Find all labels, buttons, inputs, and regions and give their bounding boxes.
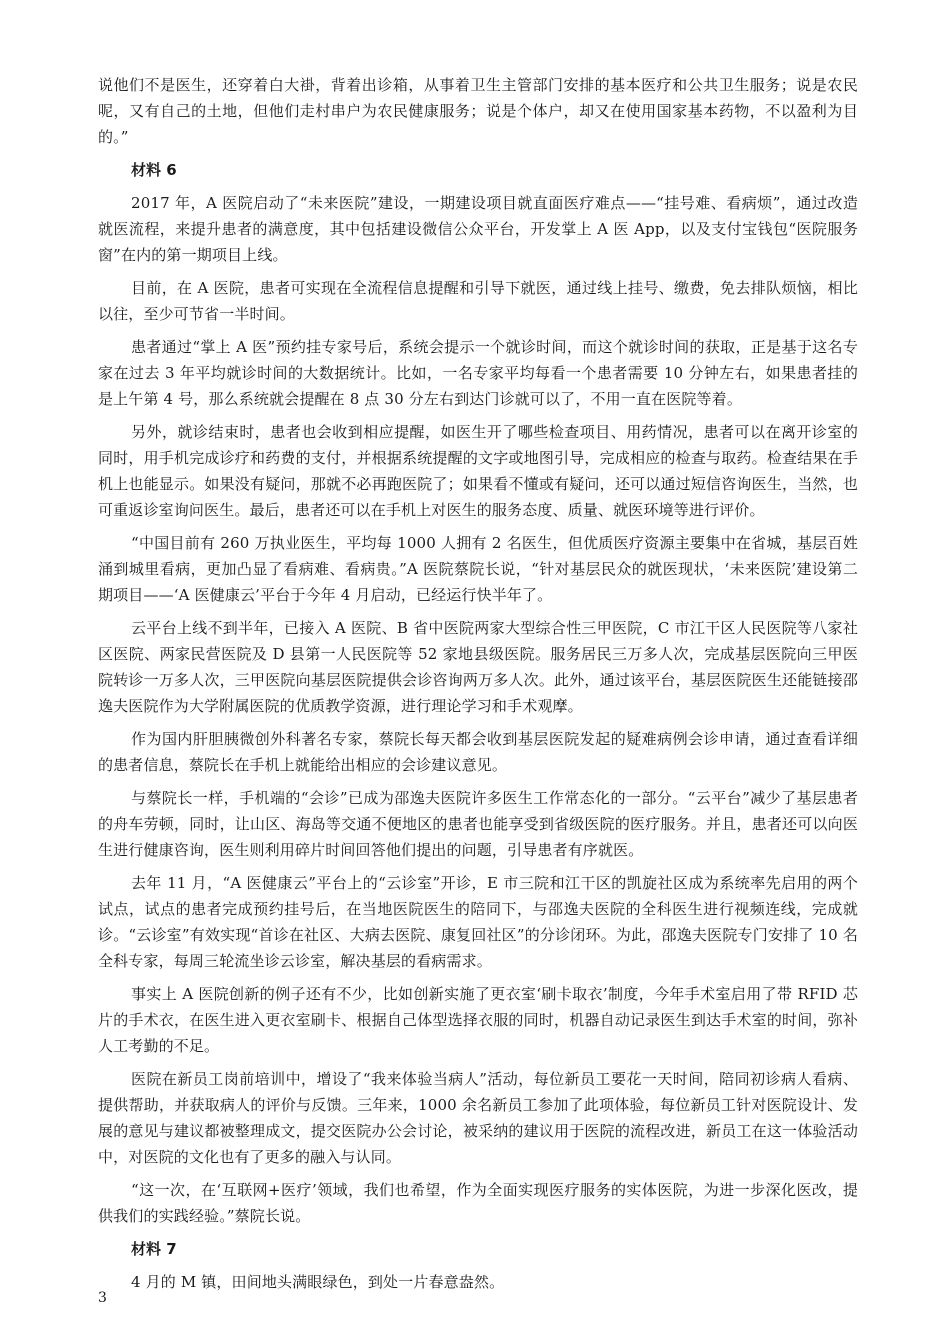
paragraph: “中国目前有 260 万执业医生，平均每 1000 人拥有 2 名医生，但优质医疗资源主要集中在省城，基层百姓涌到城里看病，更加凸显了看病难、看病贵。”A 医院蔡院长说，“针对基层民众的就医现状，‘未来医院’建设第二期项目——‘A 医健康云’平台于今年 4 月启动，已经运行快半年了。	[98, 534, 858, 604]
paragraph: 医院在新员工岗前培训中，增设了“我来体验当病人”活动，每位新员工要花一天时间，陪同初诊病人看病、提供帮助，并获取病人的评价与反馈。三年来，1000 余名新员工参加了此项体验，每位新员工针对医院设计、发展的意见与建议都被整理成文，提交医院办公会讨论，被采纳的建议用于医院的流程改进，新员工在这一体验活动中，对医院的文化也有了更多的融入与认同。	[98, 1070, 858, 1166]
paragraph: 患者通过“掌上 A 医”预约挂专家号后，系统会提示一个就诊时间，而这个就诊时间的获取，正是基于这名专家在过去 3 年平均就诊时间的大数据统计。比如，一名专家平均每看一个患者需要 10 分钟左右，如果患者挂的是上午第 4 号，那么系统就会提醒在 8 点 30 分左右到达门诊就可以了，不用一直在医院等着。	[98, 338, 858, 408]
paragraph: 另外，就诊结束时，患者也会收到相应提醒，如医生开了哪些检查项目、用药情况，患者可以在离开诊室的同时，用手机完成诊疗和药费的支付，并根据系统提醒的文字或地图引导，完成相应的检查与取药。检查结果在手机上也能显示。如果没有疑问，那就不必再跑医院了；如果看不懂或有疑问，还可以通过短信咨询医生，当然，也可重返诊室询问医生。最后，患者还可以在手机上对医生的服务态度、质量、就医环境等进行评价。	[98, 423, 858, 519]
paragraph: 与蔡院长一样，手机端的“会诊”已成为邵逸夫医院许多医生工作常态化的一部分。“云平台”减少了基层患者的舟车劳顿，同时，让山区、海岛等交通不便地区的患者也能享受到省级医院的医疗服务。并且，患者还可以向医生进行健康咨询，医生则利用碎片时间回答他们提出的问题，引导患者有序就医。	[98, 789, 858, 859]
paragraph: 云平台上线不到半年，已接入 A 医院、B 省中医院两家大型综合性三甲医院，C 市江干区人民医院等八家社区医院、两家民营医院及 D 县第一人民医院等 52 家地县级医院。服务居民三万多人次，完成基层医院向三甲医院转诊一万多人次，三甲医院向基层医院提供会诊咨询两万多人次。此外，通过该平台，基层医院医生还能链接邵逸夫医院作为大学附属医院的优质教学资源，进行理论学习和手术观摩。	[98, 619, 858, 715]
paragraph: “这一次，在‘互联网+医疗’领域，我们也希望，作为全面实现医疗服务的实体医院，为进一步深化医改，提供我们的实践经验。”蔡院长说。	[98, 1181, 858, 1225]
document-body	[98, 72, 858, 1302]
section-heading-material-7: 材料 7	[131, 1240, 177, 1258]
paragraph: 目前，在 A 医院，患者可实现在全流程信息提醒和引导下就医，通过线上挂号、缴费，免去排队烦恼，相比以往，至少可节省一半时间。	[98, 279, 858, 323]
page-number: 3	[98, 1290, 107, 1306]
section-heading-material-6: 材料 6	[131, 161, 177, 179]
paragraph: 作为国内肝胆胰微创外科著名专家，蔡院长每天都会收到基层医院发起的疑难病例会诊申请，通过查看详细的患者信息，蔡院长在手机上就能给出相应的会诊建议意见。	[98, 730, 858, 774]
paragraph: 去年 11 月，“A 医健康云”平台上的“云诊室”开诊，E 市三院和江干区的凯旋社区成为系统率先启用的两个试点，试点的患者完成预约挂号后，在当地医院医生的陪同下，与邵逸夫医院的全科医生进行视频连线，完成就诊。“云诊室”有效实现“首诊在社区、大病去医院、康复回社区”的分诊闭环。为此，邵逸夫医院专门安排了 10 名全科专家，每周三轮流坐诊云诊室，解决基层的看病需求。	[98, 874, 858, 970]
paragraph: 事实上 A 医院创新的例子还有不少，比如创新实施了更衣室‘刷卡取衣’制度，今年手术室启用了带 RFID 芯片的手术衣，在医生进入更衣室刷卡、根据自己体型选择衣服的同时，机器自动记录医生到达手术室的时间，弥补人工考勤的不足。	[98, 985, 858, 1055]
paragraph: 2017 年，A 医院启动了“未来医院”建设，一期建设项目就直面医疗难点——“挂号难、看病烦”，通过改造就医流程，来提升患者的满意度，其中包括建设微信公众平台，开发掌上 A 医 App，以及支付宝钱包“医院服务窗”在内的第一期项目上线。	[98, 194, 858, 264]
paragraph: 4 月的 M 镇，田间地头满眼绿色，到处一片春意盎然。	[131, 1273, 505, 1291]
paragraph-continued: 说他们不是医生，还穿着白大褂，背着出诊箱，从事着卫生主管部门安排的基本医疗和公共卫生服务；说是农民呢，又有自己的土地，但他们走村串户为农民健康服务；说是个体户，却又在使用国家基本药物，不以盈利为目的。”	[98, 76, 858, 146]
